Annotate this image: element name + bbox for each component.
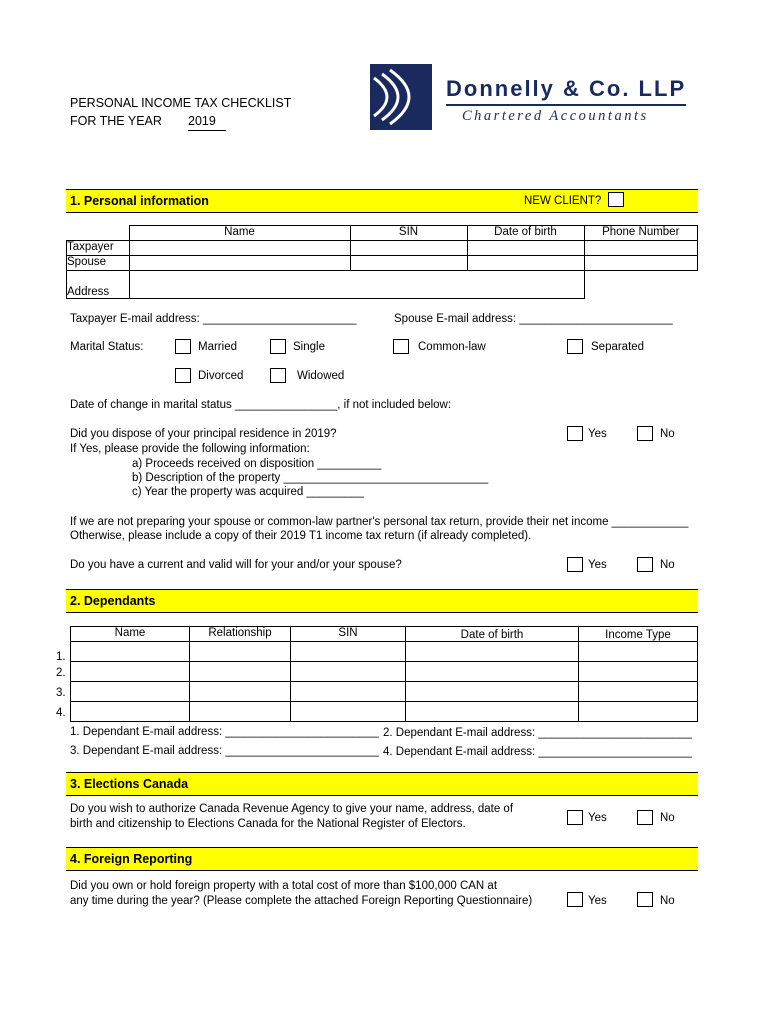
dep3-dob-field[interactable] xyxy=(406,682,579,702)
col-dob: Date of birth xyxy=(467,226,584,241)
taxpayer-email-field[interactable]: Taxpayer E-mail address: ________________________ xyxy=(70,313,357,325)
section-1-title: 1. Personal information xyxy=(70,194,209,208)
new-client-checkbox[interactable] xyxy=(608,192,624,207)
dep2-relationship-field[interactable] xyxy=(190,662,291,682)
dep-row-num-1: 1. xyxy=(56,651,66,663)
dep4-name-field[interactable] xyxy=(71,702,190,722)
dep1-dob-field[interactable] xyxy=(406,642,579,662)
will-yes-label: Yes xyxy=(588,559,607,571)
col-phone: Phone Number xyxy=(584,226,698,241)
dep1-sin-field[interactable] xyxy=(291,642,406,662)
elections-yes-label: Yes xyxy=(588,812,607,824)
separated-label: Separated xyxy=(591,341,645,353)
section-1-header xyxy=(66,189,698,213)
logo-divider xyxy=(446,104,686,106)
dep-row-num-4: 4. xyxy=(56,707,66,719)
spouse-phone-field[interactable] xyxy=(584,256,698,271)
dep4-income-field[interactable] xyxy=(579,702,698,722)
elections-yes-checkbox[interactable] xyxy=(567,810,583,825)
proceeds-field[interactable]: a) Proceeds received on disposition __________ xyxy=(132,458,382,470)
widowed-checkbox[interactable] xyxy=(270,368,286,383)
dep3-relationship-field[interactable] xyxy=(190,682,291,702)
dep4-sin-field[interactable] xyxy=(291,702,406,722)
taxpayer-dob-field[interactable] xyxy=(467,241,584,256)
will-yes-checkbox[interactable] xyxy=(567,557,583,572)
foreign-question-line2: any time during the year? (Please complete the attached Foreign Reporting Questionnaire) xyxy=(70,895,533,907)
will-no-checkbox[interactable] xyxy=(637,557,653,572)
dep3-sin-field[interactable] xyxy=(291,682,406,702)
dep3-name-field[interactable] xyxy=(71,682,190,702)
residence-no-label: No xyxy=(660,428,675,440)
divorced-label: Divorced xyxy=(198,370,244,382)
dep2-name-field[interactable] xyxy=(71,662,190,682)
dep2-dob-field[interactable] xyxy=(406,662,579,682)
dep-col-income-type: Income Type xyxy=(579,627,698,642)
elections-question-line2: birth and citizenship to Elections Canada for the National Register of Electors. xyxy=(70,818,466,830)
elections-question-line1: Do you wish to authorize Canada Revenue Agency to give your name, address, date of xyxy=(70,803,514,815)
dep3-email-field[interactable]: 3. Dependant E-mail address: ________________________ xyxy=(70,745,379,757)
divorced-checkbox[interactable] xyxy=(175,368,191,383)
section-4-header xyxy=(66,847,698,871)
dep-row-num-2: 2. xyxy=(56,667,66,679)
will-no-label: No xyxy=(660,559,675,571)
spouse-name-field[interactable] xyxy=(129,256,350,271)
taxpayer-name-field[interactable] xyxy=(129,241,350,256)
dep2-email-field[interactable]: 2. Dependant E-mail address: ________________________ xyxy=(383,727,692,739)
foreign-no-checkbox[interactable] xyxy=(637,892,653,907)
dep-col-relationship: Relationship xyxy=(190,627,291,642)
dep4-relationship-field[interactable] xyxy=(190,702,291,722)
dep-col-dob: Date of birth xyxy=(406,627,579,642)
dep1-relationship-field[interactable] xyxy=(190,642,291,662)
taxpayer-phone-field[interactable] xyxy=(584,241,698,256)
section-3-title: 3. Elections Canada xyxy=(70,777,189,791)
form-title-line2: FOR THE YEAR xyxy=(70,114,162,128)
widowed-label: Widowed xyxy=(297,370,345,382)
residence-yes-checkbox[interactable] xyxy=(567,426,583,441)
spouse-return-note: Otherwise, please include a copy of their 2019 T1 income tax return (if already completed). xyxy=(70,530,532,542)
dep3-income-field[interactable] xyxy=(579,682,698,702)
separated-checkbox[interactable] xyxy=(567,339,583,354)
section-3-header xyxy=(66,772,698,796)
spouse-email-field[interactable]: Spouse E-mail address: ________________________ xyxy=(394,313,673,325)
address-field[interactable] xyxy=(129,271,584,299)
logo-subtitle: Chartered Accountants xyxy=(462,108,649,124)
dep-col-sin: SIN xyxy=(291,627,406,642)
foreign-yes-checkbox[interactable] xyxy=(567,892,583,907)
row-taxpayer: Taxpayer xyxy=(67,241,130,256)
section-2-title: 2. Dependants xyxy=(70,594,156,608)
company-logo xyxy=(370,64,432,130)
single-checkbox[interactable] xyxy=(270,339,286,354)
section-2-header xyxy=(66,589,698,613)
common-law-checkbox[interactable] xyxy=(393,339,409,354)
spouse-net-income-field[interactable]: If we are not preparing your spouse or common-law partner's personal tax return, provide their net income ____________ xyxy=(70,516,689,528)
single-label: Single xyxy=(293,341,325,353)
foreign-yes-label: Yes xyxy=(588,895,607,907)
dep1-email-field[interactable]: 1. Dependant E-mail address: ________________________ xyxy=(70,726,379,738)
dep2-sin-field[interactable] xyxy=(291,662,406,682)
dep4-email-field[interactable]: 4. Dependant E-mail address: ________________________ xyxy=(383,746,692,758)
elections-no-label: No xyxy=(660,812,675,824)
residence-yes-label: Yes xyxy=(588,428,607,440)
residence-question: Did you dispose of your principal residence in 2019? xyxy=(70,428,337,440)
will-question: Do you have a current and valid will for your and/or your spouse? xyxy=(70,559,402,571)
dep4-dob-field[interactable] xyxy=(406,702,579,722)
residence-instructions: If Yes, please provide the following information: xyxy=(70,443,310,455)
married-label: Married xyxy=(198,341,237,353)
row-spouse: Spouse xyxy=(67,256,130,271)
residence-no-checkbox[interactable] xyxy=(637,426,653,441)
dep2-income-field[interactable] xyxy=(579,662,698,682)
form-title-line1: PERSONAL INCOME TAX CHECKLIST xyxy=(70,96,292,110)
new-client-label: NEW CLIENT? xyxy=(524,195,602,207)
common-law-label: Common-law xyxy=(418,341,486,353)
section-4-title: 4. Foreign Reporting xyxy=(70,852,193,866)
logo-swoosh-icon xyxy=(370,64,432,130)
marital-change-date-field[interactable]: Date of change in marital status ________________, if not included below: xyxy=(70,399,452,411)
foreign-no-label: No xyxy=(660,895,675,907)
spouse-dob-field[interactable] xyxy=(467,256,584,271)
property-description-field[interactable]: b) Description of the property ________________________________ xyxy=(132,472,489,484)
spouse-sin-field[interactable] xyxy=(350,256,467,271)
personal-info-table xyxy=(66,225,698,299)
year-acquired-field[interactable]: c) Year the property was acquired _________ xyxy=(132,486,365,498)
dependants-table xyxy=(70,626,698,722)
marital-status-label: Marital Status: xyxy=(70,341,144,353)
logo-company-name: Donnelly & Co. LLP xyxy=(446,76,687,101)
married-checkbox[interactable] xyxy=(175,339,191,354)
col-sin: SIN xyxy=(350,226,467,241)
elections-no-checkbox[interactable] xyxy=(637,810,653,825)
dep1-name-field[interactable] xyxy=(71,642,190,662)
dep-row-num-3: 3. xyxy=(56,687,66,699)
row-address: Address xyxy=(67,271,130,299)
dep1-income-field[interactable] xyxy=(579,642,698,662)
col-name: Name xyxy=(129,226,350,241)
form-year: 2019 xyxy=(188,112,226,131)
foreign-question-line1: Did you own or hold foreign property with a total cost of more than $100,000 CAN at xyxy=(70,880,498,892)
taxpayer-sin-field[interactable] xyxy=(350,241,467,256)
dep-col-name: Name xyxy=(71,627,190,642)
